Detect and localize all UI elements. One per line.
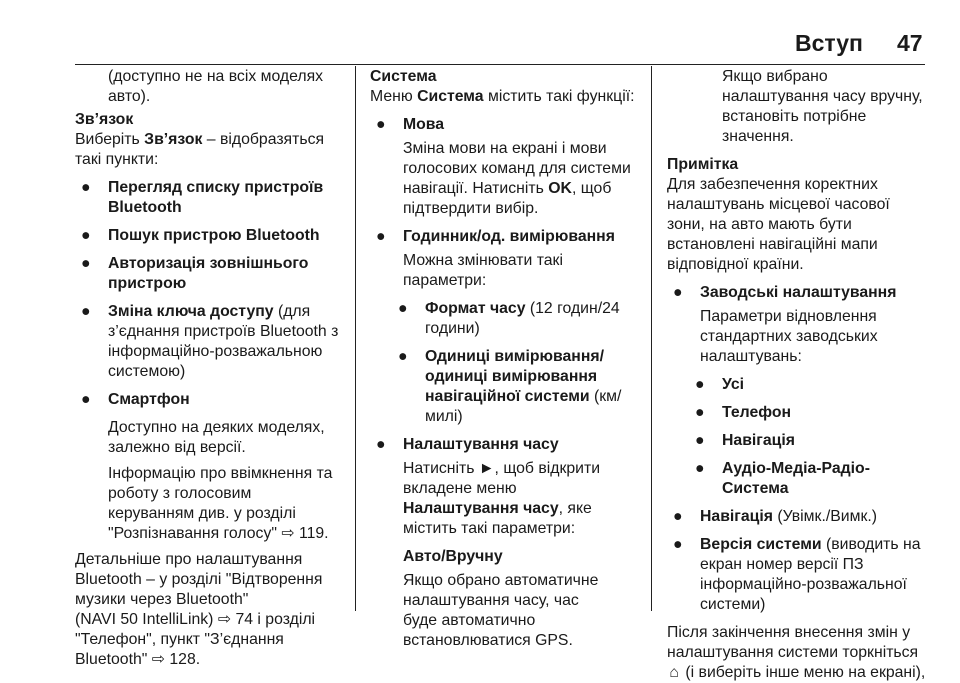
- list-item: ● Формат часу (12 годин/24 години): [398, 300, 620, 337]
- bullet-icon: ●: [81, 179, 91, 196]
- bullet-icon: ●: [673, 284, 683, 301]
- list-item: ● Налаштування часу Натисніть ►, щоб відкрити вкладене меню Налаштування часу, яке містить такі параметри:: [376, 436, 601, 537]
- column-3: [667, 67, 932, 683]
- after-text: Після закінчення внесення змін у налаштування системи торкніться ⌂ (і виберіть інше меню на екрані),: [667, 624, 926, 681]
- bullet-icon: ●: [695, 460, 705, 477]
- bullet-icon: ●: [673, 536, 683, 553]
- list-item: ● Зміна ключа доступу (для з’єднання пристроїв Bluetooth з інформаційно-розважальною системою): [81, 303, 339, 380]
- list-item: ● Навігація: [695, 432, 795, 449]
- list-item: ● Перегляд списку пристроїв Bluetooth: [81, 179, 324, 216]
- list-item: ● Заводські налаштування Параметри відновлення стандартних заводських налаштувань:: [673, 284, 897, 365]
- bullet-icon: ●: [81, 303, 91, 320]
- bullet-icon: ●: [376, 436, 386, 453]
- page-number: 47: [897, 30, 923, 56]
- bullet-icon: ●: [376, 228, 386, 245]
- bullet-icon: ●: [695, 432, 705, 449]
- bullet-icon: ●: [376, 116, 386, 133]
- list-item: ● Одиниці вимірювання/ одиниці вимірювання навігаційної системи (км/ милі): [398, 348, 622, 425]
- list-item: ● Годинник/од. вимірювання Можна змінювати такі параметри:: [376, 228, 615, 289]
- list-item: ● Авторизація зовнішнього пристрою: [81, 255, 309, 292]
- column-divider-1: [355, 66, 356, 611]
- smartphone-text: Доступно на деяких моделях, залежно від версії. Інформацію про ввімкнення та роботу з голосовим керуванням див. у розділі "Розпізнавання голосу" ⇨ 119.: [108, 419, 333, 542]
- bullet-icon: ●: [398, 348, 408, 365]
- intro-continuation: (доступно не на всіх моделях авто).: [108, 68, 324, 105]
- list-item: ● Телефон: [695, 404, 792, 421]
- list-item: ● Мова Зміна мови на екрані і мови голосових команд для системи навігації. Натисніть OK, щоб підтвердити вибір.: [376, 116, 631, 217]
- header-rule: [75, 64, 925, 65]
- note-text: Для забезпечення коректних налаштувань місцевої часової зони, на авто мають бути встановлені навігаційні мапи відповідної країни.: [667, 176, 890, 273]
- column-2: [370, 67, 645, 651]
- note-title: Примітка: [667, 156, 739, 173]
- bullet-icon: ●: [673, 508, 683, 525]
- page-ref-icon: ⇨: [151, 651, 165, 668]
- page-ref-icon: ⇨: [217, 611, 232, 628]
- list-item: ● Аудіо-Медіа-Радіо- Система: [695, 460, 870, 497]
- chapter-title: Вступ: [795, 30, 863, 56]
- page-header: [0, 0, 960, 56]
- list-item: ● Смартфон: [81, 391, 190, 408]
- bullet-icon: ●: [398, 300, 408, 317]
- bullet-icon: ●: [81, 227, 91, 244]
- bluetooth-details: Детальніше про налаштування Bluetooth – у розділі "Відтворення музики через Bluetooth" (NAVI 50 IntelliLink) ⇨ 74 і розділі "Телефон", пункт "З’єднання Bluetooth" ⇨ 128.: [75, 551, 323, 668]
- connection-lead: Виберіть Зв’язок – відобразяться: [75, 131, 325, 148]
- page-ref-icon: ⇨: [281, 525, 295, 542]
- manual-text: Якщо вибрано налаштування часу вручну, встановіть потрібне значення.: [722, 68, 923, 145]
- list-item: ● Версія системи (виводить на екран номер версії ПЗ інформаційно-розважальної системи): [673, 536, 921, 613]
- home-icon: ⌂: [669, 664, 679, 681]
- list-item: ● Усі: [695, 376, 745, 393]
- system-lead: Меню Система містить такі функції:: [370, 88, 635, 105]
- list-item: ● Навігація (Увімк./Вимк.): [673, 508, 878, 525]
- bullet-icon: ●: [695, 376, 705, 393]
- bullet-icon: ●: [695, 404, 705, 421]
- arrow-right-icon: ►: [478, 460, 495, 477]
- bullet-icon: ●: [81, 391, 91, 408]
- column-1: (доступно не на всіх моделях авто). Зв’язок Виберіть Зв’язок – відобразяться такі пункти: ● Перегляд списку пристроїв Bluetooth ● Пошук пристрою Bluetooth ● Авторизація зовнішнього пристрою ● Зміна ключа доступу (для з’єднання пристроїв Bluetooth з інформаційно-розважальною системою) ● Смартфон Доступно на деяких моделях, залежно від версії. Інформацію про ввімкнення та роботу з голосовим керуванням див. у розділі "Розпізнавання голосу" ⇨ 119. Детальніше про налаштування Bluetooth – у розділі "Відтворення музики через Bluetooth" (NAVI 50 IntelliLink) ⇨ 74 і розділі "Телефон", пункт "З’єднання Bluetooth" ⇨ 128.: [75, 67, 345, 670]
- auto-manual: Авто/Вручну Якщо обрано автоматичне налаштування часу, час буде автоматично встановлюватися GPS.: [403, 548, 599, 649]
- section-title-system: Система: [370, 68, 437, 85]
- bullet-icon: ●: [81, 255, 91, 272]
- list-item: ● Пошук пристрою Bluetooth: [81, 227, 320, 244]
- section-title-connection: Зв’язок: [75, 111, 134, 128]
- column-divider-2: [651, 66, 652, 611]
